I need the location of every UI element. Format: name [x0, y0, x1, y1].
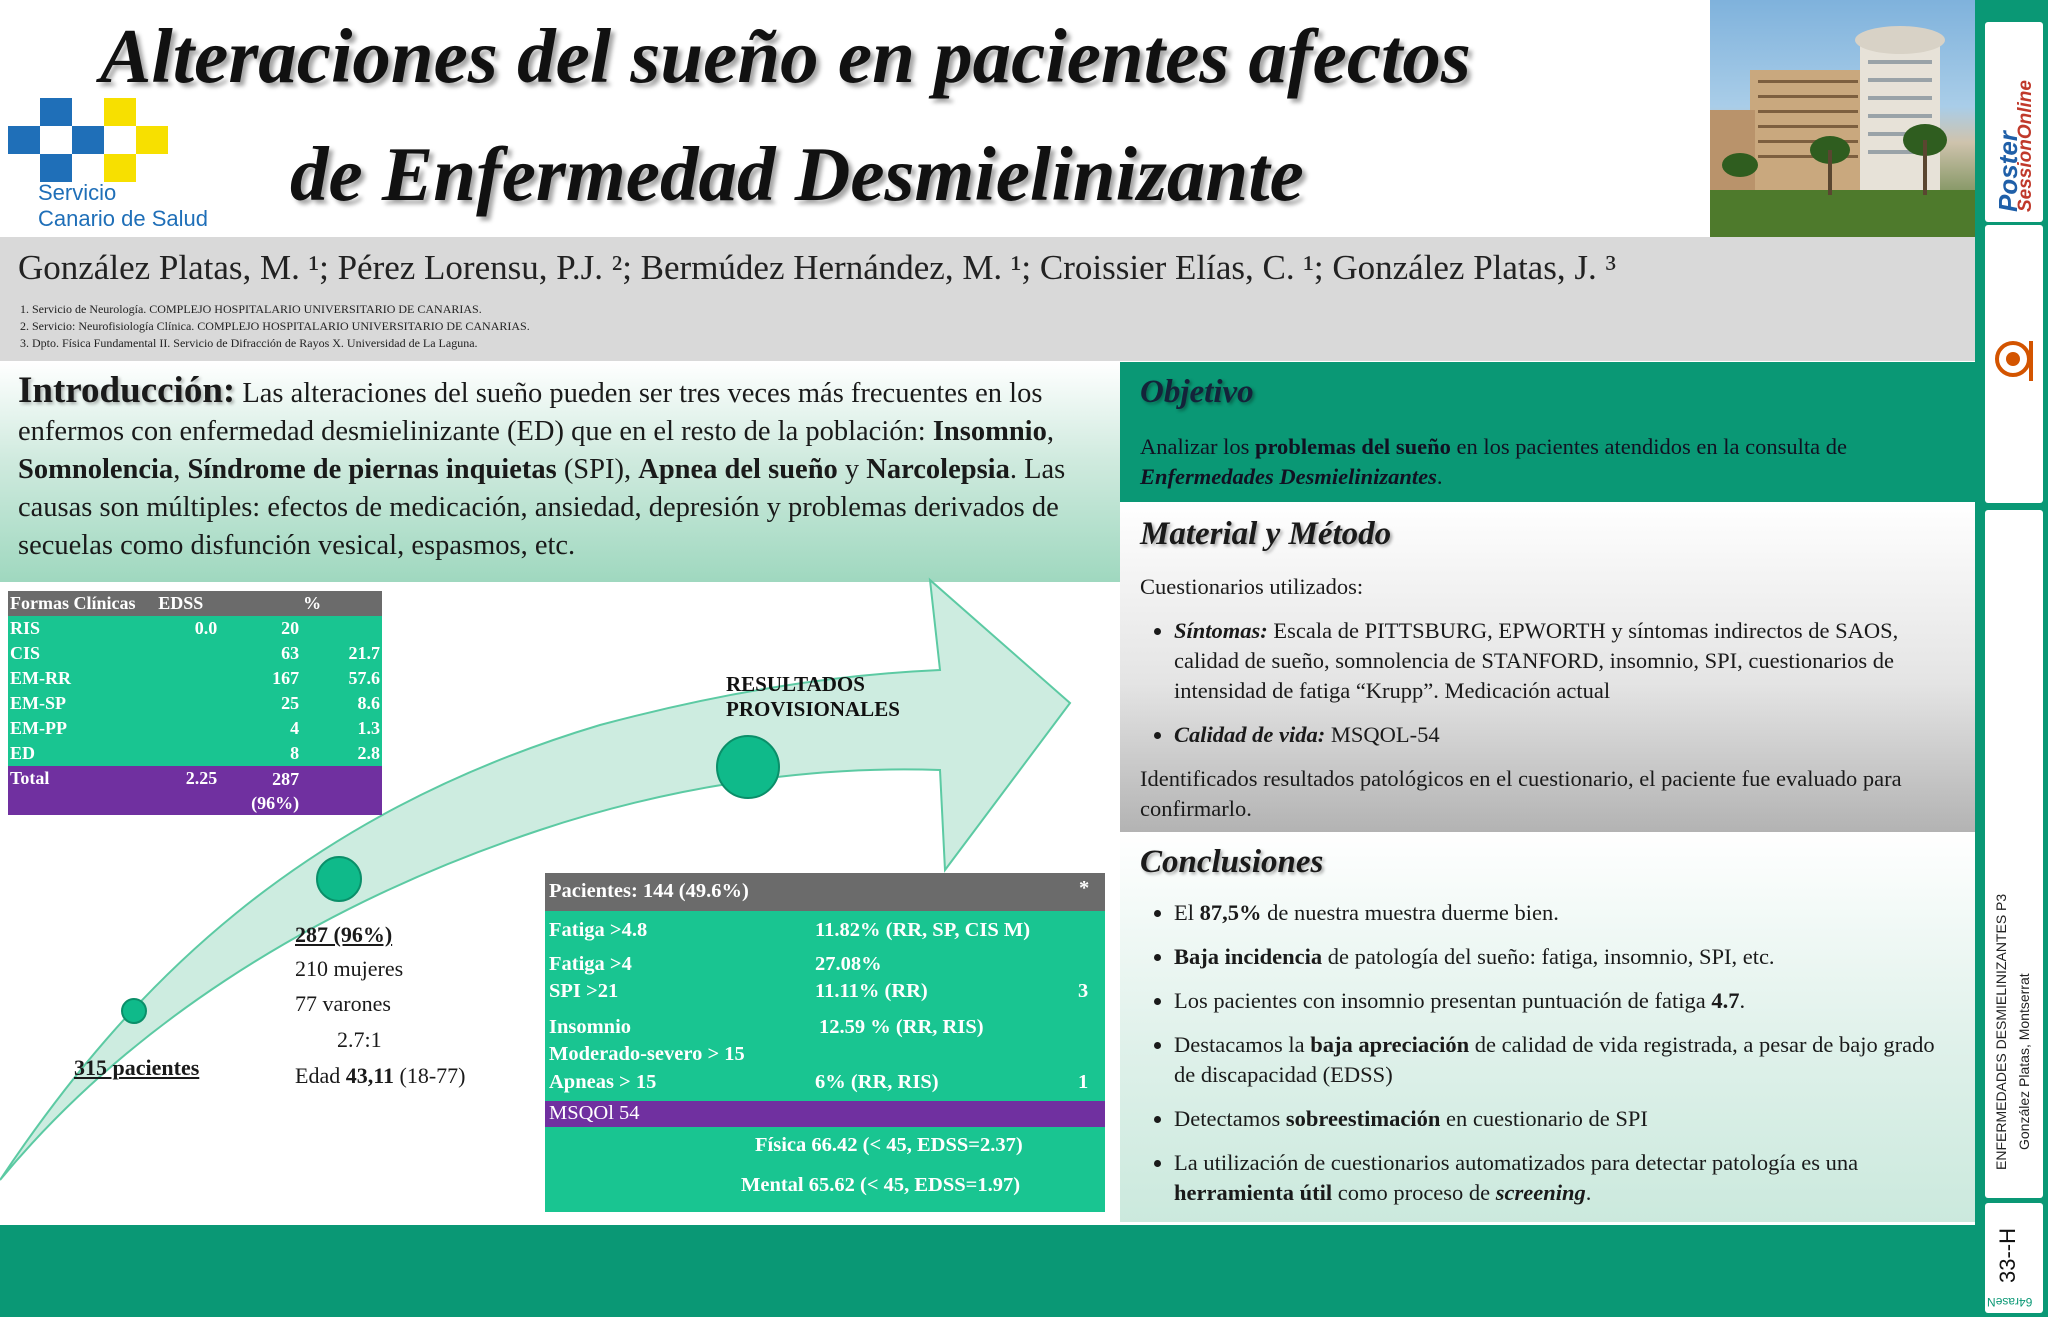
cell: 8 — [219, 741, 301, 766]
sintomas-label: Síntomas: — [1174, 618, 1268, 643]
c6e: . — [1585, 1180, 1592, 1205]
cell: RIS — [8, 616, 156, 641]
brand-poster: Poster — [1993, 131, 2023, 212]
msqol-mental: Mental 65.62 (< 45, EDSS=1.97) — [741, 1174, 1021, 1196]
intro-narcolepsia: Narcolepsia — [866, 454, 1010, 485]
col-header-n — [219, 591, 301, 616]
session-author: González Platas, Montserrat — [2016, 973, 2032, 1150]
cell — [301, 766, 382, 815]
c1b: 87,5% — [1199, 900, 1262, 925]
bottom-band — [0, 1225, 1975, 1317]
intro-t6: . Las causas son múltiples: efectos de medicación, ansiedad, depresión y problemas derivados de secuelas como disfunción vesical, espasmos, etc. — [18, 454, 1066, 561]
cell: 2.8 — [301, 741, 382, 766]
cell: 8.6 — [301, 691, 382, 716]
women-count: 210 mujeres — [295, 956, 404, 981]
session-title: ENFERMEDADES DESMIELINIZANTES P3 — [1993, 893, 2009, 1170]
hospital-building-image — [1710, 0, 1975, 237]
list-item — [1174, 986, 1955, 1016]
c5c: en cuestionario de SPI — [1440, 1106, 1648, 1131]
brand-session: SessionOnline — [2015, 80, 2036, 212]
patients-header-label: Pacientes: 144 (49.6%) — [549, 880, 749, 902]
age-stat — [295, 1063, 465, 1089]
table-row — [8, 616, 382, 641]
resultados-line-1: RESULTADOS — [726, 672, 865, 696]
msqol-label: MSQOl 54 — [549, 1102, 640, 1124]
intro-t5: y — [837, 454, 867, 485]
patients-table-header — [545, 873, 1105, 911]
row-label: Fatiga >4 — [549, 953, 632, 975]
cell — [301, 616, 382, 641]
table-row — [8, 741, 382, 766]
cell: 63 — [219, 641, 301, 666]
table-row — [8, 666, 382, 691]
brand-box[interactable] — [1985, 22, 2043, 222]
row-value: 11.82% (RR, SP, CIS M) — [815, 919, 1031, 941]
intro-text — [18, 372, 1113, 565]
total-n: 287 — [272, 769, 300, 789]
code-box — [1985, 1203, 2043, 1313]
flow-node-1 — [121, 998, 147, 1024]
calidad-label: Calidad de vida: — [1174, 722, 1326, 747]
c3b: 4.7 — [1711, 988, 1740, 1013]
session-box — [1985, 510, 2043, 1198]
resultados-line-2: PROVISIONALES — [726, 697, 900, 721]
objetivo-panel — [1120, 362, 1975, 502]
logo-line-2: Canario de Salud — [38, 206, 209, 231]
conclusiones-panel — [1120, 832, 1975, 1222]
cell: 4 — [219, 716, 301, 741]
poster-title-line-2: de Enfermedad Desmielinizante — [290, 131, 1304, 217]
total-edss: 2.25 — [156, 766, 219, 815]
c6b: herramienta útil — [1174, 1180, 1333, 1205]
c6a: La utilización de cuestionarios automatizados para detectar patología es una — [1174, 1150, 1859, 1175]
men-count: 77 varones — [295, 991, 391, 1016]
intro-spi: Síndrome de piernas inquietas — [187, 454, 557, 485]
row-value: 11.11% (RR) — [815, 980, 928, 1002]
intro-heading: Introducción: — [18, 370, 236, 411]
cell: ED — [8, 741, 156, 766]
affiliation-3: 3. Dpto. Física Fundamental II. Servicio de Difracción de Rayos X. Universidad de La Laguna. — [20, 336, 478, 350]
c4c: de calidad de vida registrada, a pesar de bajo grado de discapacidad (EDSS) — [1174, 1032, 1935, 1087]
c2c: de patología del sueño: fatiga, insomnio, SPI, etc. — [1322, 944, 1775, 969]
intro-apnea: Apnea del sueño — [638, 454, 838, 485]
cell: 20 — [219, 616, 301, 641]
age-range: (18-77) — [394, 1063, 466, 1088]
cell — [156, 641, 219, 666]
objetivo-text — [1140, 432, 1950, 492]
cell — [156, 666, 219, 691]
society-logo-icon — [1993, 335, 2035, 387]
obj-b1: problemas del sueño — [1254, 434, 1451, 459]
material-intro: Cuestionarios utilizados: — [1140, 574, 1364, 599]
list-item — [1174, 1104, 1955, 1134]
col-header-forms: Formas Clínicas — [8, 591, 156, 616]
conclusiones-body — [1140, 898, 1955, 1222]
table-row — [8, 641, 382, 666]
row-label: Fatiga >4.8 — [549, 919, 648, 941]
logo-text — [38, 180, 208, 232]
table-row — [8, 716, 382, 741]
intro-somnolencia: Somnolencia — [18, 454, 174, 485]
poster-code: 33--H — [1995, 1227, 2020, 1283]
total-pct: (96%) — [251, 793, 300, 813]
intro-t1: Las alteraciones del sueño pueden ser tres veces más frecuentes en los enfermos con enfermedad desmielinizante (ED) que en el resto de la población: — [18, 378, 1043, 447]
patients-table-footer — [545, 1127, 1105, 1212]
footer-tag: 64raseN — [1987, 1295, 2033, 1309]
age-value: 43,11 — [345, 1063, 394, 1088]
cell: EM-PP — [8, 716, 156, 741]
cell — [156, 691, 219, 716]
included-patients: 287 (96%) — [295, 922, 393, 947]
col-header-edss: EDSS — [156, 591, 219, 616]
row-value: 27.08% — [815, 953, 882, 975]
logo-squares-icon — [8, 98, 248, 188]
col-header-pct: % — [301, 591, 382, 616]
list-item — [1174, 898, 1955, 928]
c6d: screening — [1495, 1180, 1586, 1205]
material-closing: Identificados resultados patológicos en el cuestionario, el paciente fue evaluado para confirmarlo. — [1140, 766, 1902, 821]
total-n-cell — [219, 766, 301, 815]
table-total-row — [8, 766, 382, 815]
row-value: 12.59 % (RR, RIS) — [819, 1016, 984, 1038]
obj-t3: . — [1436, 464, 1443, 489]
cell: 25 — [219, 691, 301, 716]
sintomas-text: Escala de PITTSBURG, EPWORTH y síntomas indirectos de SAOS, calidad de sueño, somnolencia de STANFORD, insomnio, SPI, cuestionarios de intensidad de fatiga “Krupp”. Medicación actual — [1174, 618, 1899, 703]
poster-title-line-1: Alteraciones del sueño en pacientes afectos — [100, 13, 1471, 99]
msqol-fisica: Física 66.42 (< 45, EDSS=2.37) — [755, 1134, 1023, 1156]
flow-node-2 — [316, 856, 362, 902]
resultados-label — [726, 672, 900, 722]
cell — [156, 716, 219, 741]
cell — [156, 741, 219, 766]
intro-insomnio: Insomnio — [932, 416, 1047, 447]
list-item — [1174, 616, 1955, 706]
obj-bi: Enfermedades Desmielinizantes — [1140, 464, 1437, 489]
table-header-row — [8, 591, 382, 616]
row-label: Moderado-severo > 15 — [549, 1043, 745, 1065]
material-panel — [1120, 502, 1975, 832]
objetivo-heading: Objetivo — [1140, 374, 1254, 410]
cell: 1.3 — [301, 716, 382, 741]
intro-t4: (SPI), — [556, 454, 639, 485]
sex-ratio: 2.7:1 — [337, 1027, 382, 1052]
patients-table-body — [545, 911, 1105, 1101]
c5b: sobreestimación — [1285, 1106, 1441, 1131]
cell: CIS — [8, 641, 156, 666]
material-heading: Material y Método — [1140, 516, 1392, 552]
list-item — [1174, 942, 1955, 972]
list-item — [1174, 1030, 1955, 1090]
cell: 0.0 — [156, 616, 219, 641]
logo-line-1: Servicio — [38, 180, 117, 205]
row-n: 3 — [1078, 980, 1089, 1002]
clinical-forms-table — [8, 591, 382, 815]
material-body — [1140, 572, 1955, 824]
c4b: baja apreciación — [1310, 1032, 1470, 1057]
hospital-photo — [1710, 0, 1975, 237]
c5a: Detectamos — [1174, 1106, 1286, 1131]
total-patients: 315 pacientes — [74, 1055, 200, 1080]
row-label: Apneas > 15 — [549, 1071, 657, 1093]
row-n: 1 — [1078, 1071, 1089, 1093]
c3a: Los pacientes con insomnio presentan puntuación de fatiga — [1174, 988, 1712, 1013]
age-label: Edad — [295, 1063, 346, 1088]
cell: 57.6 — [301, 666, 382, 691]
material-list — [1140, 616, 1955, 750]
c3c: . — [1739, 988, 1746, 1013]
flow-node-3 — [716, 735, 780, 799]
c1c: de nuestra muestra duerme bien. — [1261, 900, 1559, 925]
cell: EM-RR — [8, 666, 156, 691]
row-value: 6% (RR, RIS) — [815, 1071, 939, 1093]
row-label: SPI >21 — [549, 980, 619, 1002]
msqol-row — [545, 1101, 1105, 1127]
conclusiones-list — [1140, 898, 1955, 1208]
cell: EM-SP — [8, 691, 156, 716]
intro-t3: , — [173, 454, 188, 485]
c4a: Destacamos la — [1174, 1032, 1311, 1057]
intro-t2: , — [1046, 416, 1054, 447]
row-label: Insomnio — [549, 1016, 632, 1038]
calidad-text: MSQOL-54 — [1325, 722, 1440, 747]
obj-t1: Analizar los — [1140, 434, 1255, 459]
conclusiones-heading: Conclusiones — [1140, 844, 1324, 880]
obj-t2: en los pacientes atendidos en la consulta de — [1450, 434, 1847, 459]
c6c: como proceso de — [1332, 1180, 1496, 1205]
total-label: Total — [8, 766, 156, 815]
patients-header-star: * — [1079, 877, 1090, 899]
cell: 167 — [219, 666, 301, 691]
c2b: Baja incidencia — [1174, 944, 1323, 969]
affiliation-1: 1. Servicio de Neurología. COMPLEJO HOSPITALARIO UNIVERSITARIO DE CANARIAS. — [20, 302, 482, 316]
list-item — [1174, 1148, 1955, 1208]
c1a: El — [1174, 900, 1200, 925]
list-item — [1174, 720, 1955, 750]
society-logo-box — [1985, 225, 2043, 503]
affiliation-2: 2. Servicio: Neurofisiología Clínica. COMPLEJO HOSPITALARIO UNIVERSITARIO DE CANARIAS. — [20, 319, 530, 333]
cell: 21.7 — [301, 641, 382, 666]
table-row — [8, 691, 382, 716]
authors-line: González Platas, M. ¹; Pérez Lorensu, P.J. ²; Bermúdez Hernández, M. ¹; Croissier Elías, C. ¹; González Platas, J. ³ — [18, 248, 1616, 287]
